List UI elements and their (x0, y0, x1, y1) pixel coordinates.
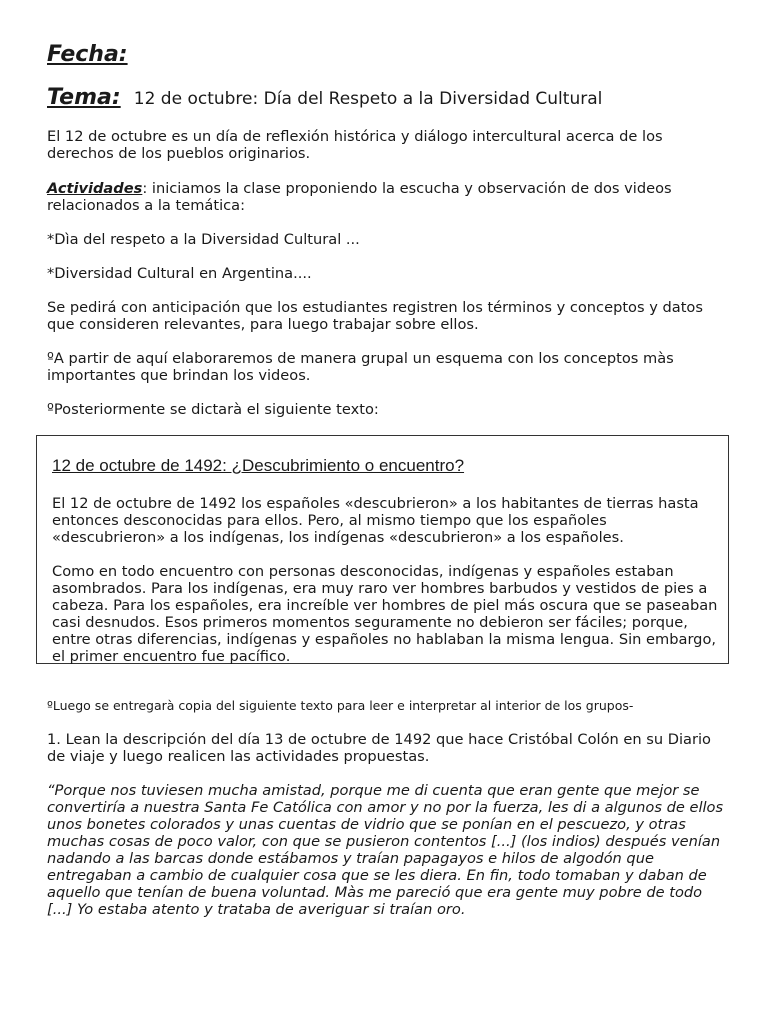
dictation-text-box (36, 435, 729, 664)
actividades-text: : iniciamos la clase proponiendo la escucha y observación de dos videos relacionados a la temática: (47, 180, 672, 214)
video-item: *Diversidad Cultural en Argentina.... (47, 265, 312, 282)
colon-quote: “Porque nos tuviesen mucha amistad, porque me di cuenta que eran gente que mejor se convertiría a nuestra Santa Fe Católica con amor y no por la fuerza, les di a algunos de ellos unos bonetes colorados y unas cuentas de vidrio que se ponían en el pescuezo, y otras muchas cosas de poco valor, con que se pusieron contentos [...] (los indios) después venían nadando a las barcas donde estábamos y traían papagayos e hilos de algodón que entregaban a cambio de cualquier cosa que se les diera. En fin, todo tomaban y daban de aquello que tenían de buena voluntad. Màs me pareció que era gente muy pobre de todo [...] Yo estaba atento y trataba de averiguar si traían oro. (47, 782, 724, 918)
tema-heading: Tema: (47, 85, 121, 110)
esquema-paragraph: ºA partir de aquí elaboraremos de manera grupal un esquema con los conceptos màs importantes que brindan los videos. (47, 350, 674, 384)
fecha-heading: Fecha: (47, 42, 128, 67)
box-title: 12 de octubre de 1492: ¿Descubrimiento o encuentro? (52, 456, 465, 475)
copia-paragraph: ºLuego se entregarà copia del siguiente texto para leer e interpretar al interior de los grupos- (47, 698, 634, 713)
tema-line (47, 85, 602, 110)
box-paragraph: Como en todo encuentro con personas desconocidas, indígenas y españoles estaban asombrados. Para los indígenas, era muy raro ver hombres barbudos y vestidos de pies a cabeza. Para los españoles, era increíble ver hombres de piel más oscura que se paseaban casi desnudos. Esos primeros momentos seguramente no debieron ser fáciles; porque, entre otras diferencias, indígenas y españoles no hablaban la misma lengua. Sin embargo, el primer encuentro fue pacífico. (52, 563, 718, 665)
tema-title: 12 de octubre: Día del Respeto a la Diversidad Cultural (133, 89, 603, 109)
consigna-paragraph: 1. Lean la descripción del día 13 de octubre de 1492 que hace Cristóbal Colón en su Diario de viaje y luego realicen las actividades propuestas. (47, 731, 711, 765)
anticipacion-paragraph: Se pedirá con anticipación que los estudiantes registren los términos y conceptos y datos que consideren relevantes, para luego trabajar sobre ellos. (47, 299, 703, 333)
intro-paragraph: El 12 de octubre es un día de reflexión histórica y diálogo intercultural acerca de los derechos de los pueblos originarios. (47, 128, 663, 162)
dictado-paragraph: ºPosteriormente se dictarà el siguiente texto: (47, 401, 379, 418)
actividades-label: Actividades (47, 180, 143, 197)
actividades-paragraph (47, 180, 727, 214)
video-item: *Dìa del respeto a la Diversidad Cultural ... (47, 231, 360, 248)
box-paragraph: El 12 de octubre de 1492 los españoles «descubrieron» a los habitantes de tierras hasta entonces desconocidas para ellos. Pero, al mismo tiempo que los españoles «descubrieron» a los indígenas, los indígenas «descubrieron» a los españoles. (52, 495, 699, 546)
